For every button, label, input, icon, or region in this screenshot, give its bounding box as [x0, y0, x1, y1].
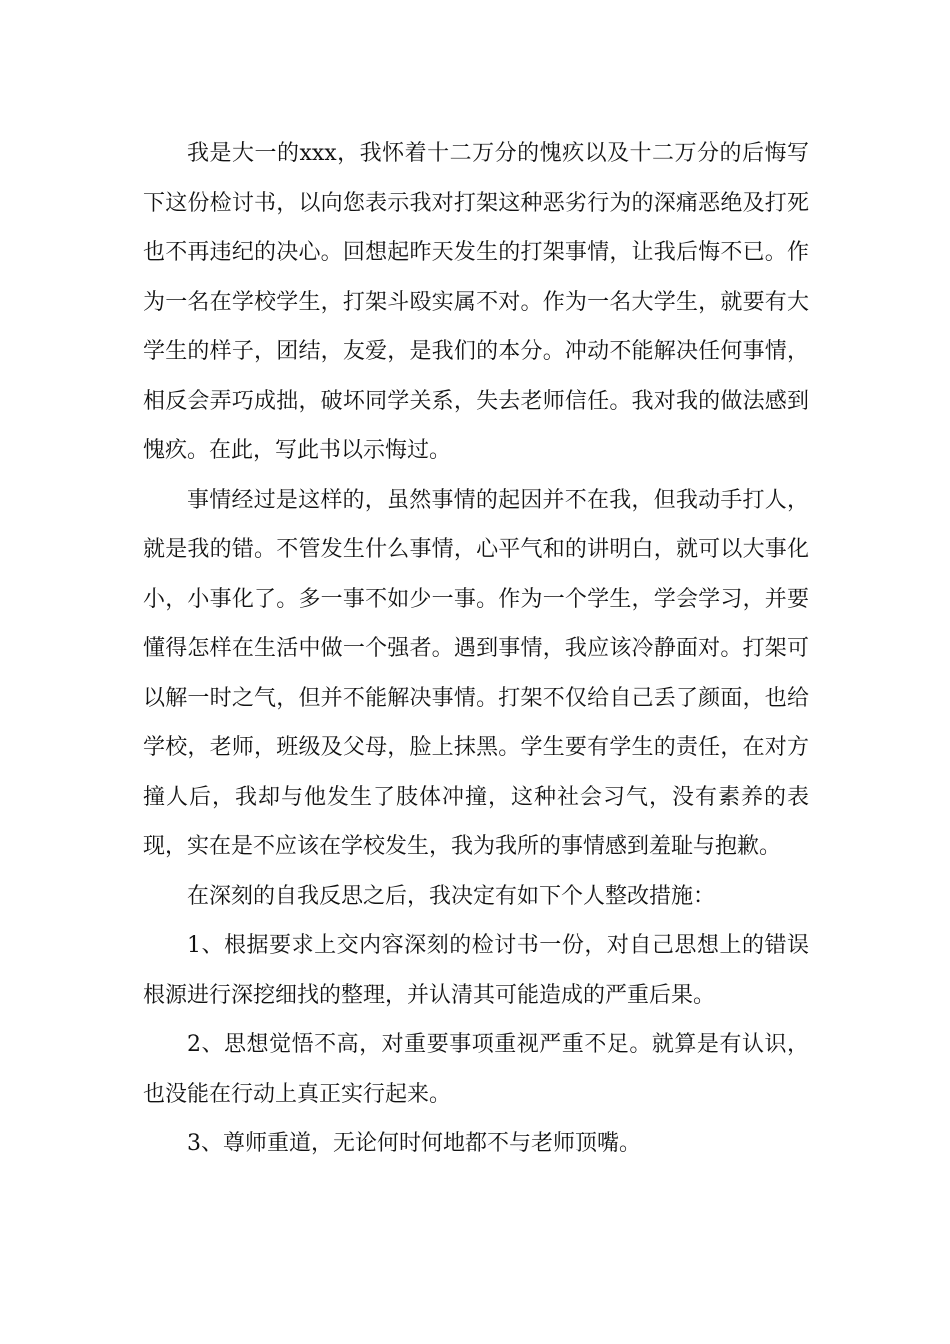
paragraph-measure-1: 1、根据要求上交内容深刻的检讨书一份，对自己思想上的错误根源进行深挖细找的整理，并认清其可能造成的严重后果。 [143, 933, 809, 1008]
paragraph-measure-2: 2、思想觉悟不高，对重要事项重视严重不足。就算是有认识，也没能在行动上真正实行起来。 [143, 1032, 809, 1107]
paragraph-intro: 我是大一的xxx，我怀着十二万分的愧疚以及十二万分的后悔写下这份检讨书，以向您表示我对打架这种恶劣行为的深痛恶绝及打死也不再违纪的决心。回想起昨天发生的打架事情，让我后悔不已。作为一名在学校学生，打架斗殴实属不对。作为一名大学生，就要有大学生的样子，团结，友爱，是我们的本分。冲动不能解决任何事情，相反会弄巧成拙，破坏同学关系，失去老师信任。我对我的做法感到愧疚。在此，写此书以示悔过。 [143, 141, 809, 463]
paragraph-measures-intro: 在深刻的自我反思之后，我决定有如下个人整改措施： [187, 883, 716, 909]
paragraph-measure-3: 3、尊师重道，无论何时何地都不与老师顶嘴。 [187, 1131, 641, 1156]
document-body [143, 129, 809, 1169]
paragraph-incident: 事情经过是这样的，虽然事情的起因并不在我，但我动手打人，就是我的错。不管发生什么事情，心平气和的讲明白，就可以大事化小，小事化了。多一事不如少一事。作为一个学生，学会学习，并要懂得怎样在生活中做一个强者。遇到事情，我应该冷静面对。打架可以解一时之气，但并不能解决事情。打架不仅给自己丢了颜面，也给学校，老师，班级及父母，脸上抹黑。学生要有学生的责任，在对方撞人后，我却与他发生了肢体冲撞，这种社会习气，没有素养的表现，实在是不应该在学校发生，我为我所的事情感到羞耻与抱歉。 [143, 487, 809, 859]
